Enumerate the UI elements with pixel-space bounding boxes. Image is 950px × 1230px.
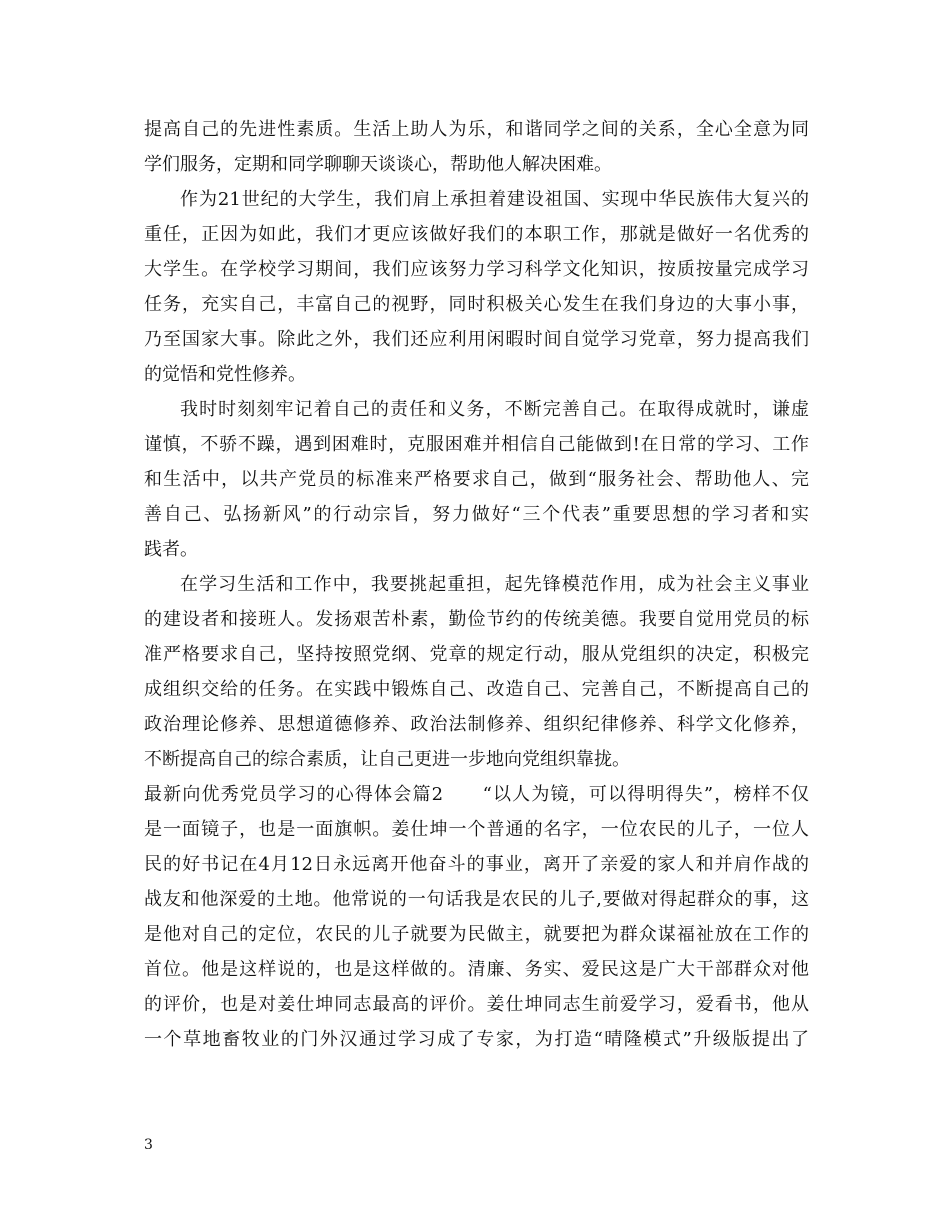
text-line: 的评价，也是对姜仕坤同志最高的评价。姜仕坤同志生前爱学习，爱看书，他从 (144, 994, 809, 1015)
text-line: 在学习生活和工作中，我要挑起重担，起先锋模范作用，成为社会主义事业 (180, 574, 809, 595)
text-line: 任务，充实自己，丰富自己的视野，同时积极关心发生在我们身边的大事小事， (144, 294, 809, 315)
text-line: 战友和他深爱的土地。他常说的一句话我是农民的儿子,要做对得起群众的事，这 (144, 889, 809, 910)
text-line: 作为21世纪的大学生，我们肩上承担着建设祖国、实现中华民族伟大复兴的 (180, 189, 809, 210)
text-line: 首位。他是这样说的，也是这样做的。清廉、务实、爱民这是广大干部群众对他 (144, 959, 809, 980)
text-line: 民的好书记在4月12日永远离开他奋斗的事业，离开了亲爱的家人和并肩作战的 (144, 854, 809, 875)
text-line: 不断提高自己的综合素质，让自己更进一步地向党组织靠拢。 (144, 749, 630, 770)
text-line: 准严格要求自己，坚持按照党纲、党章的规定行动，服从党组织的决定，积极完 (144, 644, 809, 665)
text-line: 政治理论修养、思想道德修养、政治法制修养、组织纪律修养、科学文化修养， (144, 714, 809, 735)
text-line: 成组织交给的任务。在实践中锻炼自己、改造自己、完善自己，不断提高自己的 (144, 679, 809, 700)
text-line: 乃至国家大事。除此之外，我们还应利用闲暇时间自觉学习党章，努力提高我们 (144, 329, 809, 350)
text-line: 是一面镜子，也是一面旗帜。姜仕坤一个普通的名字，一位农民的儿子，一位人 (144, 819, 809, 840)
text-line: 谨慎，不骄不躁，遇到困难时，克服困难并相信自己能做到!在日常的学习、工作 (144, 434, 809, 455)
text-line: 的觉悟和党性修养。 (144, 364, 306, 385)
text-line: 和生活中，以共产党员的标准来严格要求自己，做到“服务社会、帮助他人、完 (144, 469, 809, 490)
page-number: 3 (144, 1137, 153, 1153)
text-line: 践者。 (144, 539, 198, 560)
text-line: 最新向优秀党员学习的心得体会篇2 “以人为镜，可以得明得失”，榜样不仅 (144, 784, 809, 805)
text-line: 我时时刻刻牢记着自己的责任和义务，不断完善自己。在取得成就时，谦虚 (180, 399, 809, 420)
text-line: 的建设者和接班人。发扬艰苦朴素，勤俭节约的传统美德。我要自觉用党员的标 (144, 609, 809, 630)
text-line: 学们服务，定期和同学聊聊天谈谈心，帮助他人解决困难。 (144, 154, 612, 175)
text-line: 提高自己的先进性素质。生活上助人为乐，和谐同学之间的关系，全心全意为同 (144, 119, 809, 140)
text-line: 一个草地畜牧业的门外汉通过学习成了专家，为打造“晴隆模式”升级版提出了 (144, 1029, 809, 1050)
text-line: 重任，正因为如此，我们才更应该做好我们的本职工作，那就是做好一名优秀的 (144, 224, 809, 245)
text-line: 是他对自己的定位，农民的儿子就要为民做主，就要把为群众谋福祉放在工作的 (144, 924, 809, 945)
text-line: 大学生。在学校学习期间，我们应该努力学习科学文化知识，按质按量完成学习 (144, 259, 809, 280)
text-line: 善自己、弘扬新风”的行动宗旨，努力做好“三个代表”重要思想的学习者和实 (144, 504, 809, 525)
